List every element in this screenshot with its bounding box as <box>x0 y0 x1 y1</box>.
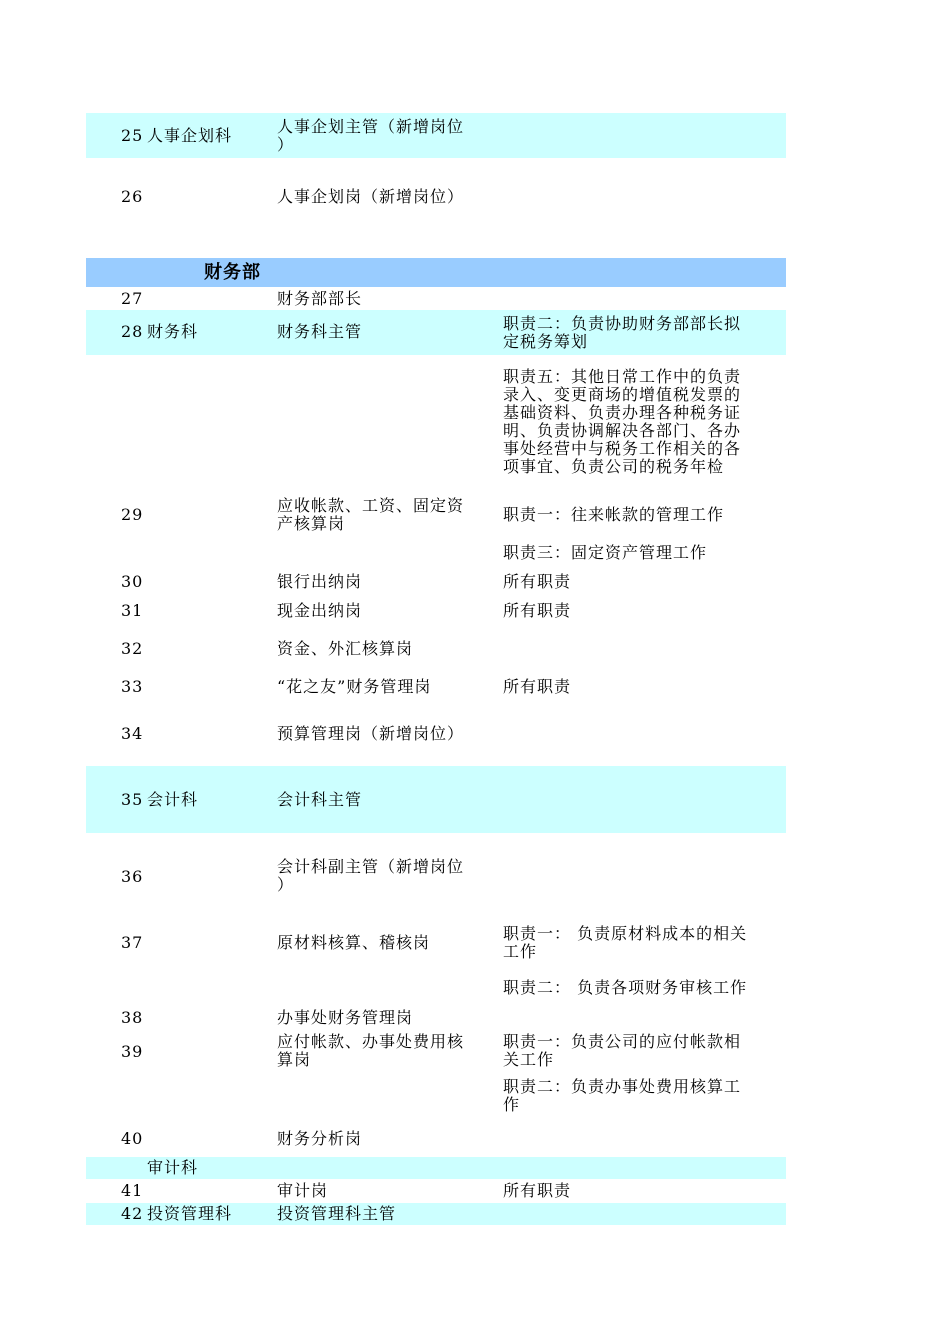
position-name: 投资管理科主管 <box>277 1204 397 1223</box>
table-row <box>86 158 786 258</box>
department-title: 财务部 <box>204 262 261 283</box>
position-name: 财务分析岗 <box>277 1129 363 1148</box>
position-name: 资金、外汇核算岗 <box>277 639 414 658</box>
table-row <box>86 1030 786 1076</box>
section-name: 人事企划科 <box>147 126 233 145</box>
table-row <box>86 310 786 355</box>
position-name: 预算管理岗（新增岗位） <box>277 724 465 743</box>
position-name: 应收帐款、工资、固定资 产核算岗 <box>277 496 465 533</box>
row-number: 40 <box>121 1129 144 1148</box>
table-row <box>86 1157 786 1179</box>
row-number: 26 <box>121 187 144 206</box>
row-number: 38 <box>121 1008 144 1027</box>
duty-text: 所有职责 <box>503 572 572 591</box>
department-header <box>86 258 786 287</box>
table-row <box>86 488 786 538</box>
row-number: 34 <box>121 724 144 743</box>
position-name: 会计科主管 <box>277 790 363 809</box>
row-number: 39 <box>121 1042 144 1061</box>
table-row <box>86 1179 786 1203</box>
duty-text: 职责一：往来帐款的管理工作 <box>503 505 725 524</box>
row-number: 31 <box>121 601 144 620</box>
row-number: 29 <box>121 505 144 524</box>
position-name: 原材料核算、稽核岗 <box>277 933 431 952</box>
duty-text: 职责二： 负责各项财务审核工作 <box>503 978 748 997</box>
position-name: 办事处财务管理岗 <box>277 1008 414 1027</box>
row-number: 27 <box>121 289 144 308</box>
row-number: 25 <box>121 126 144 145</box>
position-name: 审计岗 <box>277 1181 329 1200</box>
table-row <box>86 1076 786 1121</box>
position-name: 财务部部长 <box>277 289 363 308</box>
section-name: 投资管理科 <box>147 1204 233 1223</box>
table-row <box>86 355 786 488</box>
position-name: 人事企划岗（新增岗位） <box>277 187 465 206</box>
table-row <box>86 626 786 668</box>
position-name: 财务科主管 <box>277 322 363 341</box>
section-name: 审计科 <box>147 1158 199 1177</box>
position-name: 人事企划主管（新增岗位 ） <box>277 117 465 154</box>
table-row <box>86 113 786 158</box>
duty-text: 职责二：负责协助财务部部长拟 定税务筹划 <box>503 314 742 351</box>
row-number: 28 <box>121 322 144 341</box>
duty-text: 职责二：负责办事处费用核算工 作 <box>503 1077 742 1114</box>
table-row <box>86 668 786 708</box>
duty-text: 职责一：负责公司的应付帐款相 关工作 <box>503 1032 742 1069</box>
position-name: “花之友”财务管理岗 <box>277 677 432 696</box>
table-row <box>86 1121 786 1157</box>
table-row <box>86 287 786 310</box>
duty-text: 所有职责 <box>503 601 572 620</box>
table-row <box>86 568 786 596</box>
position-name: 应付帐款、办事处费用核 算岗 <box>277 1032 465 1069</box>
row-number: 35 <box>121 790 144 809</box>
table-row <box>86 973 786 1005</box>
duty-text: 职责三：固定资产管理工作 <box>503 543 708 562</box>
row-number: 32 <box>121 639 144 658</box>
duty-text: 职责一： 负责原材料成本的相关 工作 <box>503 924 748 961</box>
position-name: 现金出纳岗 <box>277 601 363 620</box>
table-row <box>86 1203 786 1225</box>
section-name: 会计科 <box>147 790 199 809</box>
row-number: 30 <box>121 572 144 591</box>
section-name: 财务科 <box>147 322 199 341</box>
duty-text: 职责五：其他日常工作中的负责 录入、变更商场的增值税发票的 基础资料、负责办理各种税务证 明、负责协调解决各部门、各办 事处经营中与税务工作相关的各 项事宜、负责公司的税务年检 <box>503 367 742 476</box>
position-name: 会计科副主管（新增岗位 ） <box>277 857 465 894</box>
row-number: 36 <box>121 867 144 886</box>
table-row <box>86 766 786 833</box>
position-name: 银行出纳岗 <box>277 572 363 591</box>
row-number: 33 <box>121 677 144 696</box>
table-row <box>86 833 786 913</box>
table-row <box>86 913 786 973</box>
row-number: 41 <box>121 1181 144 1200</box>
table-row <box>86 596 786 626</box>
table-row <box>86 538 786 568</box>
table-row <box>86 708 786 766</box>
duty-text: 所有职责 <box>503 1181 572 1200</box>
table-row <box>86 1005 786 1030</box>
row-number: 37 <box>121 933 144 952</box>
duty-text: 所有职责 <box>503 677 572 696</box>
row-number: 42 <box>121 1204 144 1223</box>
